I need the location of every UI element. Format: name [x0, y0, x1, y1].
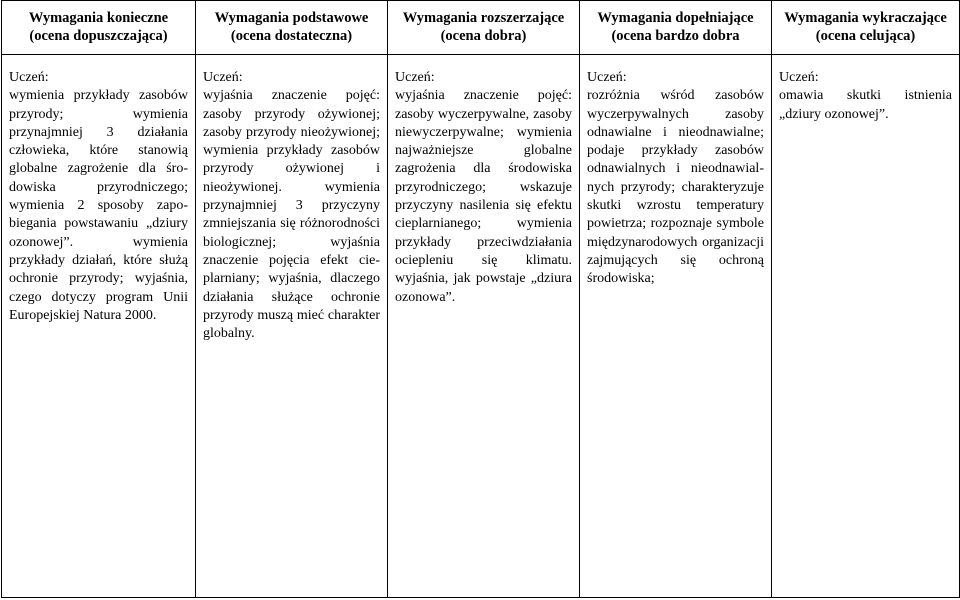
- cell-rozszerzajace: [388, 55, 580, 598]
- column-title: Wymagania dopełniające: [597, 10, 754, 26]
- student-label: Uczeń:: [9, 70, 49, 85]
- column-title: Wymagania rozszerzające: [402, 10, 565, 26]
- requirement-text: omawia skutki istnienia „dziury ozonowej”.: [779, 88, 952, 122]
- column-header-rozszerzajace: [388, 1, 580, 55]
- cell-dopelniajace: [580, 55, 772, 598]
- column-header-konieczne: [2, 1, 196, 55]
- column-title: Wymagania konieczne: [28, 10, 169, 26]
- cell-podstawowe: [196, 55, 388, 598]
- column-header-dopelniajace: [580, 1, 772, 55]
- content-row: [2, 55, 960, 598]
- student-label: Uczeń:: [203, 70, 243, 85]
- requirements-table: [1, 0, 960, 598]
- requirement-text: wyjaśnia znaczenie pojęć: zasoby wyczerpywalne, zasoby niewyczerpywalne; wymienia najważniejsze globalne zagrożenia dla środowiska przyrodniczego; wskazuje przyczyny nasilenia się efektu cieplarnianego; wymienia przykłady przeciwdziałania ociepleniu się klimatu. wyjaśnia, jak powstaje „dziura ozonowa”.: [395, 88, 572, 305]
- column-grade: (ocena dostateczna): [230, 28, 353, 44]
- column-title: Wymagania podstawowe: [214, 10, 369, 26]
- column-title: Wymagania wykraczające: [784, 10, 947, 26]
- column-grade: (ocena dopuszczająca): [29, 28, 168, 44]
- column-grade: (ocena dobra): [440, 28, 527, 44]
- student-label: Uczeń:: [587, 70, 627, 85]
- column-grade: (ocena bardzo dobra: [611, 28, 740, 44]
- column-grade: (ocena celująca): [815, 28, 916, 44]
- header-row: [2, 1, 960, 55]
- student-label: Uczeń:: [395, 70, 435, 85]
- requirement-text: rozróżnia wśród zasobów wyczerpywalnych zasoby odnawialne i nieodnawialne; podaje przykłady zasobów odnawialnych i nieodnawialnych przyrody; charakteryzuje skutki wzrostu temperatury powietrza; rozpoznaje symbole międzynarodowych organizacji zajmujących się ochroną środowiska;: [587, 88, 764, 287]
- column-header-wykraczajace: [772, 1, 960, 55]
- requirement-text: wymienia przykłady zasobów przyrody; wymienia przynajmniej 3 działania człowieka, które stanowią globalne zagrożenie dla środowiska przyrodniczego; wymienia 2 sposoby zapobiegania powstawaniu „dziury ozonowej”. wymienia przykłady działań, które służą ochronie przyrody; wyjaśnia, czego dotyczy program Unii Europejskiej Natura 2000.: [9, 88, 188, 323]
- cell-konieczne: [2, 55, 196, 598]
- requirement-text: wyjaśnia znaczenie pojęć: zasoby przyrody ożywionej; zasoby przyrody nieożywionej; wymienia przykłady zasobów przyrody ożywionej i nieożywionej. wymienia przynajmniej 3 przyczyny zmniejszania się różnorodności biologicznej; wyjaśnia znaczenie pojęcia efekt cieplarniany; wyjaśnia, dlaczego działania służące ochronie przyrody muszą mieć charakter globalny.: [203, 88, 380, 342]
- cell-wykraczajace: [772, 55, 960, 598]
- student-label: Uczeń:: [779, 70, 819, 85]
- column-header-podstawowe: [196, 1, 388, 55]
